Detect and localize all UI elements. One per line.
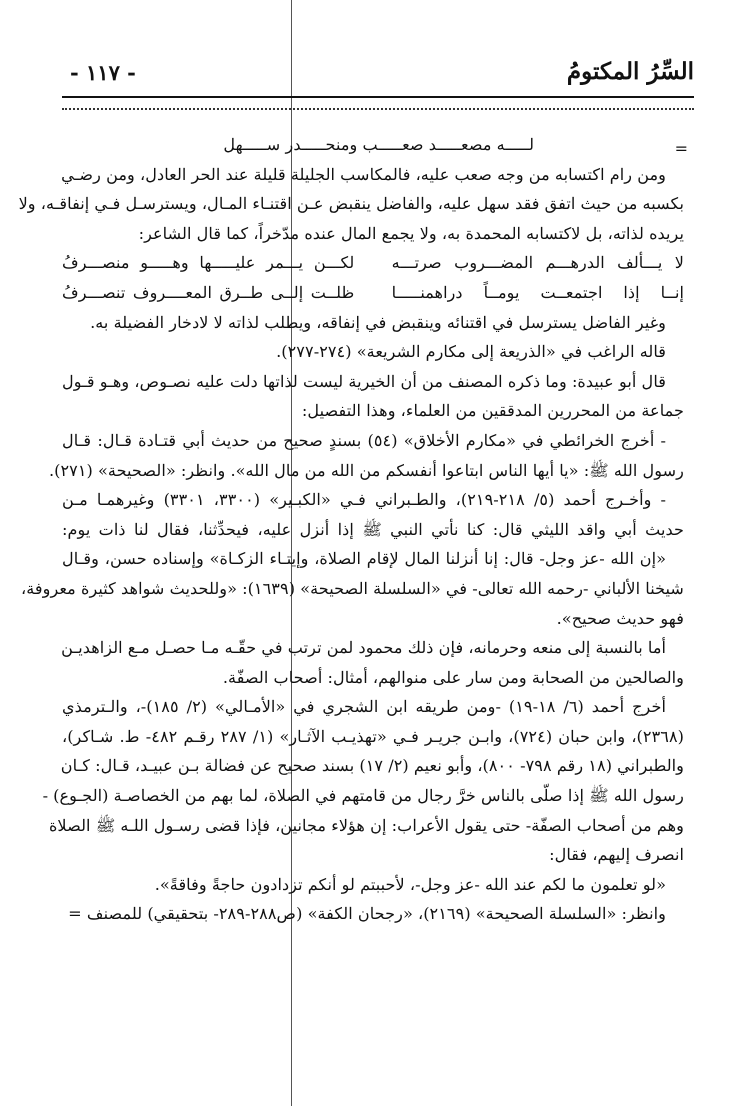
hadith-citation: - أخرج الخرائطي في «مكارم الأخلاق» (٥٤) بسندٍ صحيح من حديث أبي قتـادة قـال: قـال xyxy=(62,430,666,450)
poem-verse xyxy=(62,248,684,278)
text-line: بكسبه من حيث اتفق فقد سهل عليه، والفاضل ينقبض عـن اقتنـاء المـال، ويسترسـل فـي إنفاقـه، ولا xyxy=(18,194,684,214)
text-line: فهو حديث صحيح». xyxy=(556,608,684,628)
text-line: وهم من أصحاب الصفّة- حتى يقول الأعراب: إن هؤلاء مجانين، فإذا قضى رسـول اللـه ﷺ الصلاة xyxy=(48,815,684,835)
source-citation: قاله الراغب في «الذريعة إلى مكارم الشريعة» (٢٧٤-٢٧٧). xyxy=(276,342,666,362)
footnote-body xyxy=(18,130,684,929)
text-line: انصرف إليهم، فقال: xyxy=(549,845,684,865)
page-number: - ١١٧ - xyxy=(70,60,136,85)
text-line: أما بالنسبة إلى منعه وحرمانه، فإن ذلك محمود لمن ترتب في حقّـه مـا حصـل مـع الزاهديـن xyxy=(61,638,666,658)
verse-line-top: لـــــه مصعـــــد صعـــــب ومنحـــــدر ســـــهل xyxy=(223,135,534,154)
text-line: والصالحين من الصحابة ومن سار على منوالهم، أمثال: أصحاب الصفّة. xyxy=(222,667,684,687)
book-title: السِّرُ المكتومُ xyxy=(566,58,694,85)
verse-hemistich: ظلــت إلــى طــرق المعــــروف تنصـــرفُ xyxy=(62,282,355,302)
text-line: قال أبو عبيدة: وما ذكره المصنف من أن الخيرية ليست لذاتها دلت عليه نصـوص، وهـو قـول xyxy=(62,371,666,391)
running-header xyxy=(60,58,694,92)
hadith-citation: - وأخـرج أحمد (٥/ ٢١٨-٢١٩)، والطـبراني فـي «الكبـير» (٣٣٠٠، ٣٣٠١) وغيرهمـا مـن xyxy=(62,490,666,510)
text-line: يريده لذاته، بل لاكتسابه المحمدة به، ولا يجمع المال عنده مدّخراً، كما قال الشاعر: xyxy=(138,223,684,243)
text-line: وانظر: «السلسلة الصحيحة» (٢١٦٩)، «رجحان الكفة» (ص٢٨٨-٢٨٩- بتحقيقي) للمصنف = xyxy=(68,904,666,924)
hadith-citation: أخرج أحمد (٦/ ١٨-١٩) -ومن طريقه ابن الشجري في «الأمـالي» (٢/ ١٨٥)-، والـترمذي xyxy=(62,697,666,717)
text-line: حديث أبي واقد الليثي قال: كنا نأتي النبي ﷺ إذا أنزل عليه، فيحدِّثنا، فقال لنا ذات يوم: xyxy=(62,519,684,539)
text-line: رسول الله ﷺ إذا صلّى بالناس خرَّ رجال من قامتهم في الصلاة، لما بهم من الخصاصـة (الجـوع) - xyxy=(42,786,684,806)
hadith-text: «لو تعلمون ما لكم عند الله -عز وجل-، لأحببتم لو أنكم تزدادون حاجةً وفاقةً». xyxy=(154,874,666,894)
header-rule xyxy=(62,96,694,98)
text-line: وغير الفاضل يسترسل في اقتنائه وينقبض في إنفاقه، ويطلب لذاته لا لادخار الفضيلة به. xyxy=(90,312,666,332)
text-line: شيخنا الألباني -رحمه الله تعالى- في «السلسلة الصحيحة» (١٦٣٩): «وللحديث شواهد كثيرة معروفة، xyxy=(20,578,684,598)
text-line: (٢٣٦٨)، وابن حبان (٧٢٤)، وابـن جريـر فـي «تهذيـب الآثـار» (١/ ٢٨٧ رقـم ٤٨٢- ط. شـاكر)، xyxy=(62,726,684,746)
text-line: والطبراني (١٨ رقم ٧٩٨- ٨٠٠)، وأبو نعيم (٢/ ١٧) بسند صحيح عن فضالة بـن عبيـد، قـال: كـان xyxy=(60,756,684,776)
text-line: جماعة من المحررين المدققين من العلماء، وهذا التفصيل: xyxy=(301,401,684,421)
dotted-separator xyxy=(62,108,694,110)
hadith-text: «إن الله -عز وجل- قال: إنا أنزلنا المال لإقام الصلاة، وإيتـاء الزكـاة» وإسناده حسن، وقـال xyxy=(62,549,666,569)
continuation-mark: = xyxy=(674,139,688,158)
verse-hemistich: لكـــن يـــمر عليـــــها وهـــــو منصـــرفُ xyxy=(62,253,355,273)
text-line: ومن رام اكتسابه من وجه صعب عليه، فالمكاسب الجليلة قليلة عند الحر العادل، ومن رضـي xyxy=(61,164,666,184)
verse-hemistich: لا يـــألف الدرهـــم المضـــروب صرتـــه xyxy=(391,253,684,273)
text-line: رسول الله ﷺ: «يا أيها الناس ابتاعوا أنفسكم من الله من مال الله». وانظر: «الصحيحة» (٢٧١). xyxy=(48,460,684,480)
poem-verse xyxy=(62,278,684,308)
verse-hemistich: إنــا إذا اجتمعــت يومــاً دراهمنـــــا xyxy=(391,282,684,302)
